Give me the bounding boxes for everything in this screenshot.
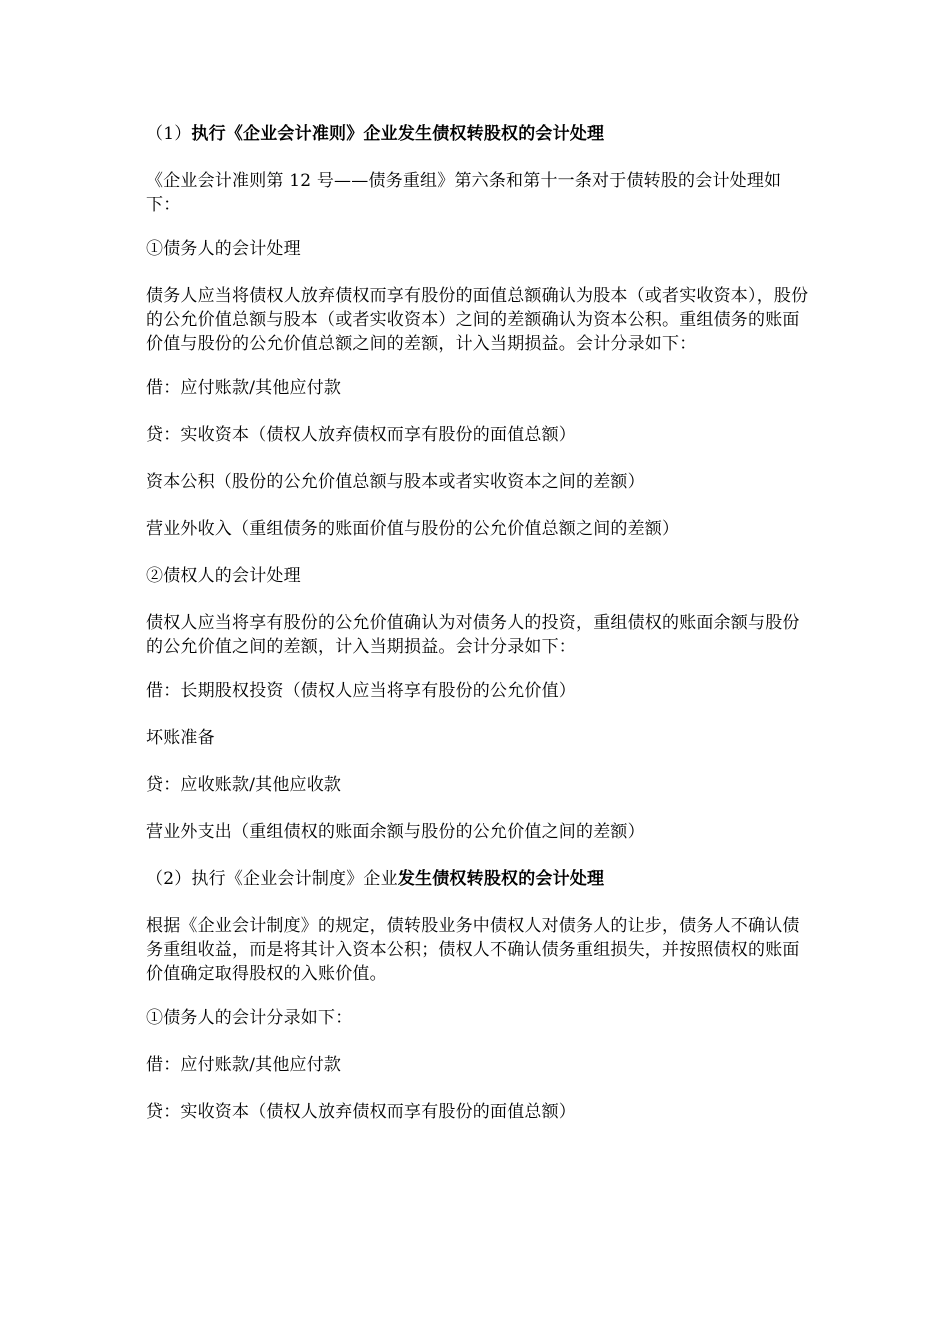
creditor-body: 债权人应当将享有股份的公允价值确认为对债务人的投资，重组债权的账面余额与股份的公允价值之间的差额，计入当期损益。会计分录如下： xyxy=(146,613,800,657)
debtor-entry-non-operating-income: 营业外收入（重组债务的账面价值与股份的公允价值总额之间的差额） xyxy=(146,519,680,539)
section2-heading xyxy=(146,867,810,891)
creditor-entry-credit: 贷：应收账款/其他应收款 xyxy=(146,775,342,795)
section2-heading-text: 发生债权转股权的会计处理 xyxy=(397,869,605,889)
creditor-heading: ②债权人的会计处理 xyxy=(146,566,301,586)
creditor-entry-non-operating-expense: 营业外支出（重组债权的账面余额与股份的公允价值之间的差额） xyxy=(146,822,645,842)
debtor-entry-capital-reserve: 资本公积（股份的公允价值总额与股本或者实收资本之间的差额） xyxy=(146,472,645,492)
document-page xyxy=(146,122,810,1147)
section2-debtor-heading: ①债务人的会计分录如下： xyxy=(146,1008,353,1028)
debtor-entry-credit: 贷：实收资本（债权人放弃债权而享有股份的面值总额） xyxy=(146,425,576,445)
section1-heading-number: （1） xyxy=(146,124,192,144)
section1-heading xyxy=(146,122,810,146)
creditor-entry-bad-debt: 坏账准备 xyxy=(146,728,215,748)
section2-body: 根据《企业会计制度》的规定，债转股业务中债权人对债务人的让步，债务人不确认债务重组收益，而是将其计入资本公积；债权人不确认债务重组损失，并按照债权的账面价值确定取得股权的入账价值。 xyxy=(146,916,800,984)
debtor-heading: ①债务人的会计处理 xyxy=(146,239,301,259)
section2-entry-credit: 贷：实收资本（债权人放弃债权而享有股份的面值总额） xyxy=(146,1102,576,1122)
creditor-entry-debit: 借：长期股权投资（债权人应当将享有股份的公允价值） xyxy=(146,681,576,701)
section2-heading-prefix: （2）执行《企业会计制度》企业 xyxy=(146,869,398,889)
debtor-body: 债务人应当将债权人放弃债权而享有股份的面值总额确认为股本（或者实收资本），股份的公允价值总额与股本（或者实收资本）之间的差额确认为资本公积。重组债务的账面价值与股份的公允价值总额之间的差额，计入当期损益。会计分录如下： xyxy=(146,286,809,354)
section2-entry-debit: 借：应付账款/其他应付款 xyxy=(146,1055,342,1075)
section1-heading-text: 执行《企业会计准则》企业发生债权转股权的会计处理 xyxy=(191,124,605,144)
debtor-entry-debit: 借：应付账款/其他应付款 xyxy=(146,378,342,398)
section1-intro: 《企业会计准则第 12 号——债务重组》第六条和第十一条对于债转股的会计处理如下： xyxy=(146,171,782,215)
